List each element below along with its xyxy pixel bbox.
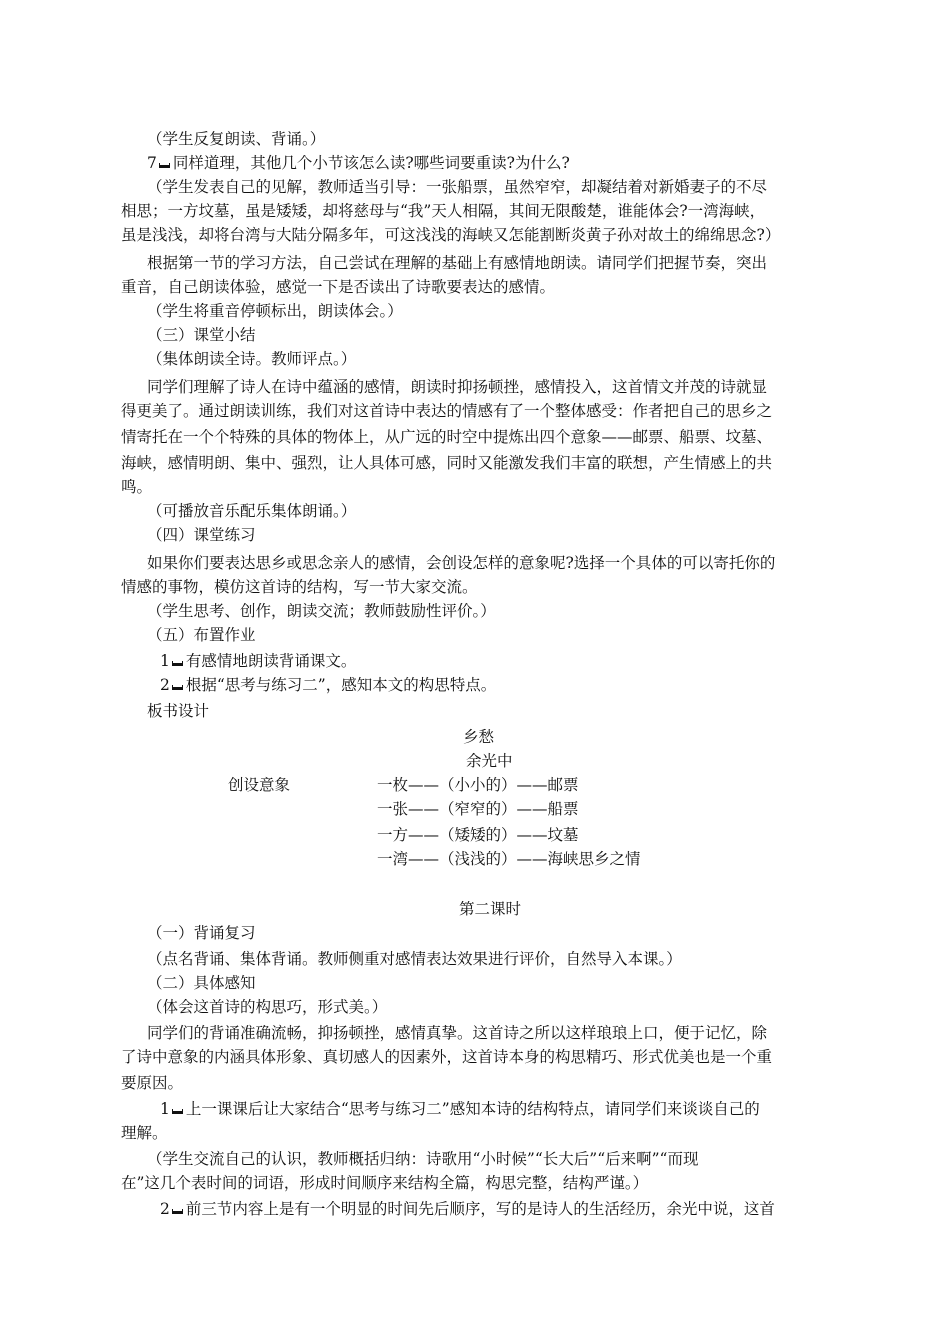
item-number: 1: [160, 1100, 170, 1118]
numbered-line: [160, 1198, 775, 1220]
text-line: 得更美了。通过朗读训练，我们对这首诗中表达的情感有了一个整体感受：作者把自己的思乡之: [121, 402, 773, 420]
list-marker-icon: [172, 1109, 183, 1114]
text-line: （可播放音乐配乐集体朗诵。）: [147, 502, 357, 520]
board-author: 余光中: [466, 752, 513, 770]
text-line: 鸣。: [121, 478, 153, 496]
item-number: 1: [160, 652, 170, 670]
section-heading: （二）具体感知: [147, 974, 256, 992]
section-heading: （一）背诵复习: [147, 924, 256, 942]
text-line: （学生将重音停顿标出，朗读体会。）: [147, 302, 403, 320]
text-line: 上一课课后让大家结合“思考与练习二”感知本诗的结构特点，请同学们来谈谈自己的: [185, 1100, 760, 1118]
text-line: （体会这首诗的构思巧，形式美。）: [147, 998, 388, 1016]
board-label: 创设意象: [228, 776, 291, 794]
text-line: 虽是浅浅，却将台湾与大陆分隔多年，可这浅浅的海峡又怎能割断炎黄子孙对故土的绵绵思念?）: [121, 226, 781, 244]
numbered-line: [160, 674, 496, 696]
board-line: 一方——（矮矮的）——坟墓: [377, 826, 579, 844]
text-line: 如果你们要表达思乡或思念亲人的感情，会创设怎样的意象呢?选择一个具体的可以寄托你的: [147, 554, 776, 572]
text-line: 相思；一方坟墓，虽是矮矮，却将慈母与“我”天人相隔，其间无限酸楚，谁能体会?一湾海峡，: [121, 202, 766, 220]
list-marker-icon: [172, 661, 183, 666]
text-line: 情感的事物，模仿这首诗的结构，写一节大家交流。: [121, 578, 478, 596]
section-heading: （五）布置作业: [147, 626, 256, 644]
board-title: 乡愁: [463, 728, 495, 746]
text-line: 根据第一节的学习方法，自己尝试在理解的基础上有感情地朗读。请同学们把握节奏，突出: [147, 254, 768, 272]
text-line: 前三节内容上是有一个明显的时间先后顺序，写的是诗人的生活经历，余光中说，这首: [185, 1200, 775, 1218]
text-line: 重音，自己朗读体验，感觉一下是否读出了诗歌要表达的感情。: [121, 278, 556, 296]
text-line: （学生反复朗读、背诵。）: [147, 130, 326, 148]
text-line: （学生交流自己的认识，教师概括归纳：诗歌用“小时候”“长大后”“后来啊”“而现: [147, 1150, 699, 1168]
list-marker-icon: [172, 685, 183, 690]
board-line: 一张——（窄窄的）——船票: [377, 800, 579, 818]
text-line: 要原因。: [121, 1074, 184, 1092]
lesson-title: 第二课时: [459, 900, 522, 918]
text-line: 根据“思考与练习二”，感知本文的构思特点。: [185, 676, 497, 694]
text-line: 有感情地朗读背诵课文。: [185, 652, 357, 670]
text-line: 同样道理，其他几个小节该怎么读?哪些词要重读?为什么?: [172, 154, 570, 172]
text-line: （点名背诵、集体背诵。教师侧重对感情表达效果进行评价，自然导入本课。）: [147, 950, 682, 968]
numbered-line: [160, 1098, 760, 1120]
section-heading: （四）课堂练习: [147, 526, 256, 544]
numbered-line: [160, 650, 356, 672]
text-line: 同学们的背诵准确流畅，抑扬顿挫，感情真挚。这首诗之所以这样琅琅上口，便于记忆，除: [147, 1024, 768, 1042]
text-line: 同学们理解了诗人在诗中蕴涵的感情，朗读时抑扬顿挫，感情投入，这首情文并茂的诗就显: [147, 378, 768, 396]
text-line: 海峡，感情明朗、集中、强烈，让人具体可感，同时又能激发我们丰富的联想，产生情感上的共: [121, 454, 773, 472]
text-line: （集体朗读全诗。教师评点。）: [147, 350, 357, 368]
list-marker-icon: [159, 163, 170, 168]
item-number: 2: [160, 676, 170, 694]
text-line: 理解。: [121, 1124, 168, 1142]
list-marker-icon: [172, 1209, 183, 1214]
text-line: （学生发表自己的见解，教师适当引导：一张船票，虽然窄窄，却凝结着对新婚妻子的不尽: [147, 178, 768, 196]
text-line: 了诗中意象的内涵具体形象、真切感人的因素外，这首诗本身的构思精巧、形式优美也是一个重: [121, 1048, 773, 1066]
board-line: 一枚——（小小的）——邮票: [377, 776, 579, 794]
text-line: 在”这几个表时间的词语，形成时间顺序来结构全篇，构思完整，结构严谨。）: [121, 1174, 649, 1192]
text-line: 情寄托在一个个特殊的具体的物体上，从广远的时空中提炼出四个意象——邮票、船票、坟墓、: [121, 428, 773, 446]
item-number: 7: [147, 154, 157, 172]
item-number: 2: [160, 1200, 170, 1218]
board-line: 一湾——（浅浅的）——海峡思乡之情: [377, 850, 641, 868]
text-line: （学生思考、创作，朗读交流；教师鼓励性评价。）: [147, 602, 496, 620]
section-heading: （三）课堂小结: [147, 326, 256, 344]
text-line: 板书设计: [147, 702, 210, 720]
numbered-line: [147, 152, 570, 174]
